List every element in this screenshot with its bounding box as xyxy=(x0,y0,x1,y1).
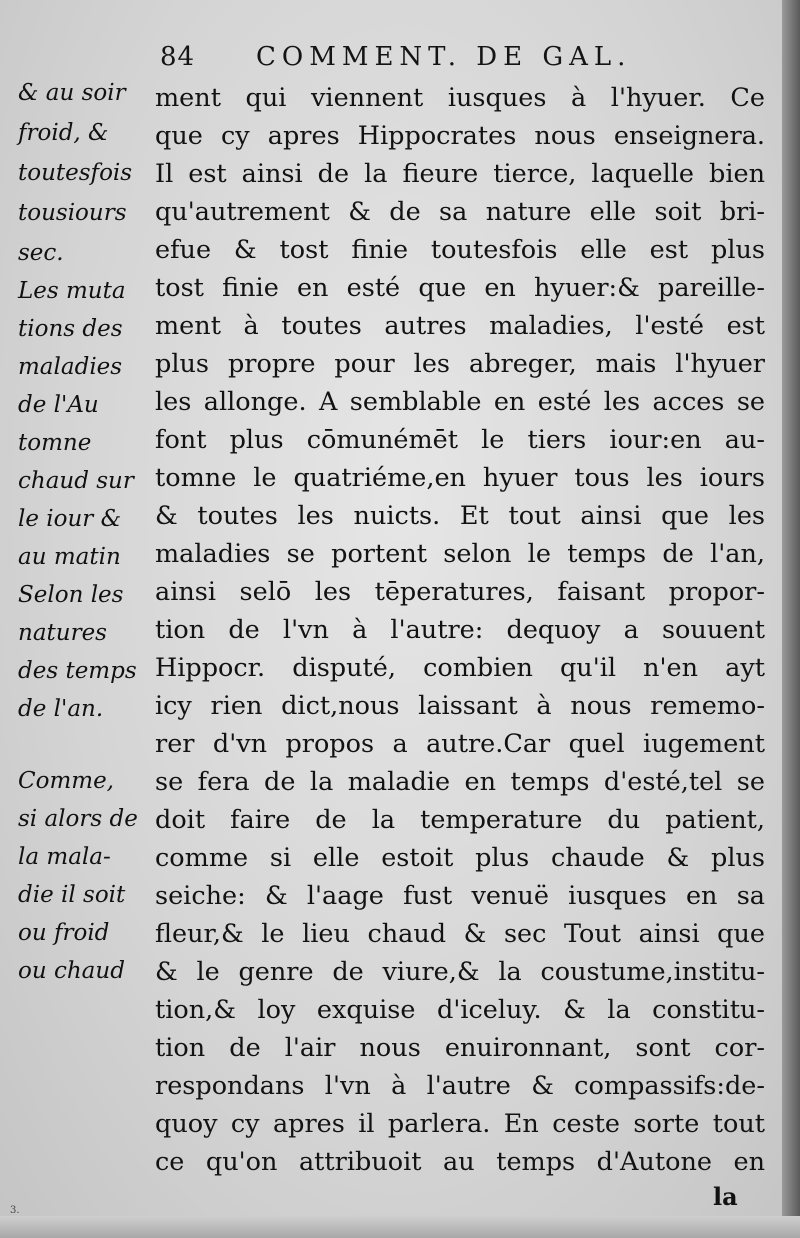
margin-note-line: die il soit xyxy=(18,882,126,908)
catchword: la xyxy=(713,1182,738,1211)
margin-note-line: si alors de xyxy=(18,806,138,832)
margin-note-line: au matin xyxy=(18,544,121,570)
margin-notes xyxy=(18,75,153,1175)
text-line: que cy apres Hippocrates nous enseignera. xyxy=(155,121,765,151)
page-header xyxy=(160,42,740,82)
margin-note-line: natures xyxy=(18,620,107,646)
text-line: ce qu'on attribuoit au temps d'Autone en xyxy=(155,1147,765,1177)
margin-note-line: tomne xyxy=(18,430,92,456)
margin-note-line: Les muta xyxy=(18,278,126,304)
corner-mark: 3. xyxy=(10,1205,20,1216)
text-line: seiche: & l'aage fust venuë iusques en sa xyxy=(155,881,765,911)
margin-note-line: sec. xyxy=(18,240,64,266)
text-line: Il est ainsi de la fieure tierce, laquelle bien xyxy=(155,159,765,189)
margin-note-line: & au soir xyxy=(18,80,126,106)
text-line: tion de l'vn à l'autre: dequoy a souuent xyxy=(155,615,765,645)
text-line: qu'autrement & de sa nature elle soit bri- xyxy=(155,197,765,227)
text-line: quoy cy apres il parlera. En ceste sorte tout xyxy=(155,1109,765,1139)
margin-note-line: le iour & xyxy=(18,506,122,532)
margin-note-line: maladies xyxy=(18,354,123,380)
margin-note-line: des temps xyxy=(18,658,137,684)
margin-note-line: froid, & xyxy=(18,120,109,146)
margin-note-line: la mala- xyxy=(18,844,111,870)
margin-note-line: Selon les xyxy=(18,582,124,608)
text-line: les allonge. A semblable en esté les acces se xyxy=(155,387,765,417)
margin-note-line: ou froid xyxy=(18,920,110,946)
text-line: font plus cōmunémēt le tiers iour:en au- xyxy=(155,425,765,455)
margin-note-line: tions des xyxy=(18,316,123,342)
margin-note-line: de l'an. xyxy=(18,696,104,722)
page-edge-shadow xyxy=(782,0,800,1238)
text-line: rer d'vn propos a autre.Car quel iugement xyxy=(155,729,765,759)
text-line: & le genre de viure,& la coustume,institu- xyxy=(155,957,765,987)
text-line: ainsi selō les tēperatures, faisant propor- xyxy=(155,577,765,607)
text-line: Hippocr. disputé, combien qu'il n'en ayt xyxy=(155,653,765,683)
text-line: tion,& loy exquise d'iceluy. & la constitu- xyxy=(155,995,765,1025)
text-line: tomne le quatriéme,en hyuer tous les iours xyxy=(155,463,765,493)
text-line: efue & tost finie toutesfois elle est plus xyxy=(155,235,765,265)
text-line: tion de l'air nous enuironnant, sont cor- xyxy=(155,1033,765,1063)
text-line: respondans l'vn à l'autre & compassifs:de- xyxy=(155,1071,765,1101)
margin-note-line: de l'Au xyxy=(18,392,99,418)
text-line: doit faire de la temperature du patient, xyxy=(155,805,765,835)
text-line: comme si elle estoit plus chaude & plus xyxy=(155,843,765,873)
text-line: & toutes les nuicts. Et tout ainsi que les xyxy=(155,501,765,531)
text-line: ment à toutes autres maladies, l'esté est xyxy=(155,311,765,341)
margin-note-line: toutesfois xyxy=(18,160,133,186)
margin-note-line: chaud sur xyxy=(18,468,134,494)
main-text-block xyxy=(155,80,765,1220)
text-line: fleur,& le lieu chaud & sec Tout ainsi que xyxy=(155,919,765,949)
margin-note-line: Comme, xyxy=(18,768,114,794)
text-line: ment qui viennent iusques à l'hyuer. Ce xyxy=(155,83,765,113)
running-title: COMMENT. DE GAL. xyxy=(256,42,632,72)
text-line: plus propre pour les abreger, mais l'hyuer xyxy=(155,349,765,379)
page-number: 84 xyxy=(160,42,196,72)
text-line: tost finie en esté que en hyuer:& pareille- xyxy=(155,273,765,303)
text-line: se fera de la maladie en temps d'esté,tel se xyxy=(155,767,765,797)
text-line: maladies se portent selon le temps de l'an, xyxy=(155,539,765,569)
margin-note-line: ou chaud xyxy=(18,958,125,984)
text-line: icy rien dict,nous laissant à nous rememo- xyxy=(155,691,765,721)
margin-note-line: tousiours xyxy=(18,200,127,226)
